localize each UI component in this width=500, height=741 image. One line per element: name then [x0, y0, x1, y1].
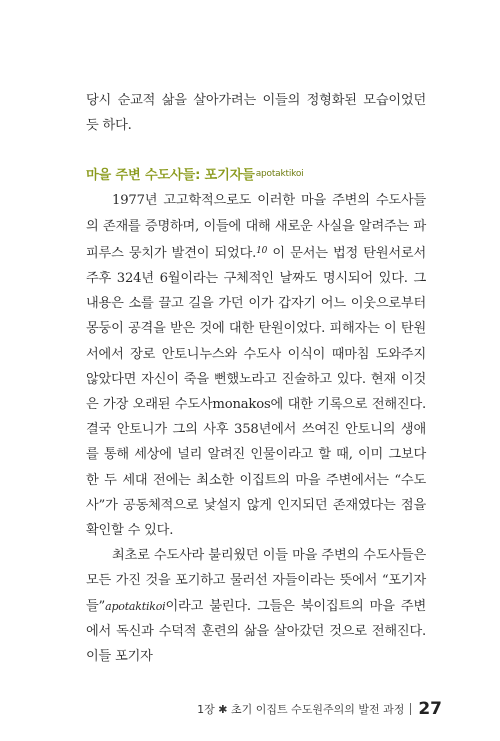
section-spacer — [86, 138, 426, 162]
paragraph-2-part-a: 최초로 수도사라 불리웠던 이들 마을 주변의 수도사들은 모든 가진 것을 포기하고 물러선 자들이라는 뜻에서 “포기자들” — [86, 548, 426, 614]
section-heading-text: 마을 주변 수도사들: 포기자들 — [86, 168, 255, 184]
paragraph-1 — [86, 188, 426, 543]
section-heading — [86, 162, 426, 188]
page-number: 27 — [418, 699, 442, 719]
page-footer — [197, 699, 442, 719]
paragraph-1-part-a: 1977년 고고학적으로도 이러한 마을 주변의 수도사들의 존재를 증명하며, 이들에 대해 새로운 사실을 알려주는 파피루스 뭉치가 발견이 되었다. — [86, 193, 426, 261]
intro-paragraph: 당시 순교적 삶을 살아가려는 이들의 정형화된 모습이었던 듯 하다. — [86, 93, 426, 134]
paragraph-2-term: apotaktikoi — [105, 599, 166, 613]
body-text — [86, 88, 426, 669]
footnote-marker: 10 — [256, 245, 268, 256]
section-heading-term: apotaktikoi — [255, 169, 304, 180]
paragraph-2 — [86, 543, 426, 669]
running-title: 1장 ✱ 초기 이집트 수도원주의의 발전 과정 — [197, 703, 405, 716]
footer-divider — [410, 703, 411, 715]
paragraph-1-part-b: 이 문서는 법정 탄원서로서 주후 324년 6월이라는 구체적인 날짜도 명시되어 있다. 그 내용은 소를 끌고 길을 가던 이가 갑자기 어느 이웃으로부터 몽둥이 공격을 받은 것에 대한 탄원이었다. 피해자는 이 탄원서에서 장로 안토니누스와 수도사 이식이 때마침 도와주지 않았다면 자신이 죽을 뻔했노라고 진술하고 있다. 현재 이것은 가장 오래된 수도사monakos에 대한 기록으로 전해진다. 결국 안토니가 그의 사후 358년에서 쓰여진 안토니의 생애를 통해 세상에 널리 알려진 인물이라고 할 때, 이미 그보다 한 두 세대 전에는 최소한 이집트의 마을 주변에서는 “수도사”가 공동체적으로 낯설지 않게 인지되던 존재였다는 점을 확인할 수 있다. — [86, 245, 426, 539]
paragraph-2-part-b: 이라고 불린다. 그들은 북이집트의 마을 주변에서 독신과 수덕적 훈련의 삶을 살아갔던 것으로 전해진다. 이들 포기자 — [86, 598, 426, 665]
